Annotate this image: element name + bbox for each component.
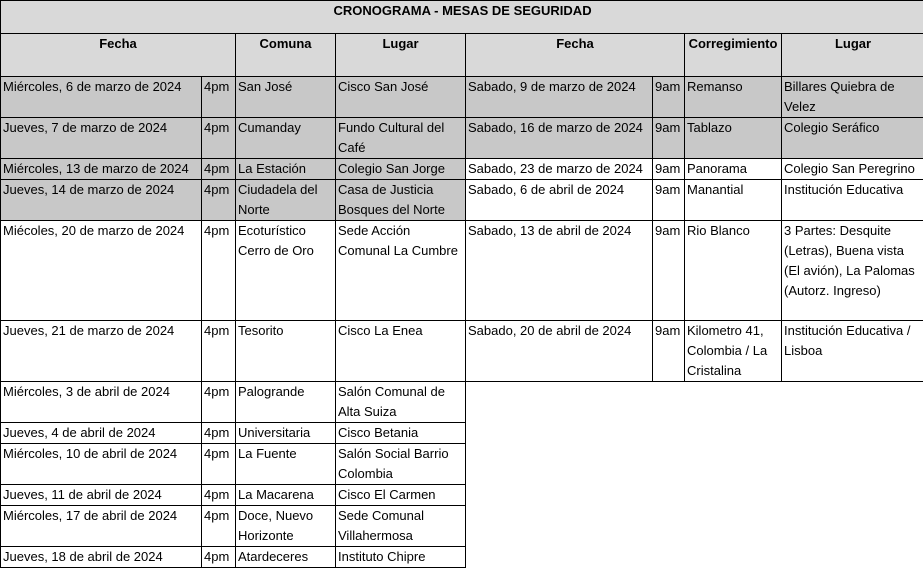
cell-lugar[interactable]: Cisco San José — [336, 77, 466, 118]
cell-fecha-corregimiento[interactable]: Sabado, 23 de marzo de 2024 — [466, 159, 653, 180]
cell-hora[interactable]: 4pm — [202, 423, 236, 444]
cell-fecha[interactable]: Miércoles, 10 de abril de 2024 — [1, 444, 202, 485]
cell-fecha-corregimiento[interactable]: Sabado, 13 de abril de 2024 — [466, 221, 653, 321]
cell-hora[interactable]: 4pm — [202, 382, 236, 423]
cell-hora[interactable]: 4pm — [202, 118, 236, 159]
header-corregimiento[interactable]: Corregimiento — [685, 34, 782, 77]
cell-hora-corregimiento[interactable]: 9am — [653, 159, 685, 180]
cell-fecha[interactable]: Jueves, 14 de marzo de 2024 — [1, 180, 202, 221]
cell-fecha-corregimiento[interactable]: Sabado, 20 de abril de 2024 — [466, 321, 653, 382]
table-row — [1, 506, 923, 547]
cell-hora[interactable]: 4pm — [202, 221, 236, 321]
cell-comuna[interactable]: La Fuente — [236, 444, 336, 485]
cell-hora[interactable]: 4pm — [202, 180, 236, 221]
cell-comuna[interactable]: Ciudadela del Norte — [236, 180, 336, 221]
cell-hora-corregimiento[interactable]: 9am — [653, 77, 685, 118]
cell-lugar[interactable]: Colegio San Jorge — [336, 159, 466, 180]
cell-comuna[interactable]: Tesorito — [236, 321, 336, 382]
cell-hora-corregimiento[interactable]: 9am — [653, 180, 685, 221]
cell-comuna[interactable]: La Macarena — [236, 485, 336, 506]
cell-corregimiento[interactable]: Remanso — [685, 77, 782, 118]
table-row — [1, 159, 923, 180]
empty-area — [466, 423, 923, 444]
empty-area — [466, 444, 923, 485]
cell-fecha-corregimiento[interactable]: Sabado, 16 de marzo de 2024 — [466, 118, 653, 159]
cell-lugar[interactable]: Sede Acción Comunal La Cumbre — [336, 221, 466, 321]
cell-comuna[interactable]: San José — [236, 77, 336, 118]
empty-area — [466, 506, 923, 547]
table-row — [1, 382, 923, 423]
header-lugar-left[interactable]: Lugar — [336, 34, 466, 77]
cell-lugar[interactable]: Cisco Betania — [336, 423, 466, 444]
cell-comuna[interactable]: Atardeceres — [236, 547, 336, 568]
cell-fecha[interactable]: Jueves, 4 de abril de 2024 — [1, 423, 202, 444]
sheet-title[interactable]: CRONOGRAMA - MESAS DE SEGURIDAD — [1, 1, 923, 34]
cell-fecha[interactable]: Miércoles, 17 de abril de 2024 — [1, 506, 202, 547]
cell-comuna[interactable]: Cumanday — [236, 118, 336, 159]
cell-fecha-corregimiento[interactable]: Sabado, 9 de marzo de 2024 — [466, 77, 653, 118]
cell-fecha[interactable]: Jueves, 21 de marzo de 2024 — [1, 321, 202, 382]
cell-lugar[interactable]: Salón Social Barrio Colombia — [336, 444, 466, 485]
cell-corregimiento[interactable]: Panorama — [685, 159, 782, 180]
header-fecha-left[interactable]: Fecha — [1, 34, 236, 77]
cell-hora-corregimiento[interactable]: 9am — [653, 221, 685, 321]
cell-fecha[interactable]: Miércoles, 6 de marzo de 2024 — [1, 77, 202, 118]
cell-comuna[interactable]: Doce, Nuevo Horizonte — [236, 506, 336, 547]
table-row — [1, 321, 923, 382]
cell-fecha[interactable]: Jueves, 11 de abril de 2024 — [1, 485, 202, 506]
table-row — [1, 547, 923, 568]
cell-lugar-corregimiento[interactable]: Billares Quiebra de Velez — [782, 77, 923, 118]
title-row — [1, 1, 923, 34]
cell-lugar-corregimiento[interactable]: Institución Educativa — [782, 180, 923, 221]
cell-comuna[interactable]: Ecoturístico Cerro de Oro — [236, 221, 336, 321]
cell-hora[interactable]: 4pm — [202, 159, 236, 180]
cell-lugar[interactable]: Salón Comunal de Alta Suiza — [336, 382, 466, 423]
cell-fecha[interactable]: Jueves, 7 de marzo de 2024 — [1, 118, 202, 159]
header-lugar-right[interactable]: Lugar — [782, 34, 923, 77]
cell-corregimiento[interactable]: Tablazo — [685, 118, 782, 159]
cell-hora[interactable]: 4pm — [202, 506, 236, 547]
cell-lugar[interactable]: Fundo Cultural del Café — [336, 118, 466, 159]
cell-lugar[interactable]: Cisco La Enea — [336, 321, 466, 382]
cell-hora[interactable]: 4pm — [202, 485, 236, 506]
table-row — [1, 118, 923, 159]
header-comuna[interactable]: Comuna — [236, 34, 336, 77]
header-row — [1, 34, 923, 77]
cell-fecha[interactable]: Miércoles, 3 de abril de 2024 — [1, 382, 202, 423]
empty-area — [466, 547, 923, 568]
cell-corregimiento[interactable]: Manantial — [685, 180, 782, 221]
cell-fecha-corregimiento[interactable]: Sabado, 6 de abril de 2024 — [466, 180, 653, 221]
table-row — [1, 423, 923, 444]
cell-lugar-corregimiento[interactable]: Colegio Seráfico — [782, 118, 923, 159]
table-row — [1, 77, 923, 118]
cell-lugar-corregimiento[interactable]: Institución Educativa / Lisboa — [782, 321, 923, 382]
cell-hora[interactable]: 4pm — [202, 321, 236, 382]
cell-comuna[interactable]: Palogrande — [236, 382, 336, 423]
cell-lugar[interactable]: Casa de Justicia Bosques del Norte — [336, 180, 466, 221]
cell-hora[interactable]: 4pm — [202, 77, 236, 118]
cell-hora-corregimiento[interactable]: 9am — [653, 118, 685, 159]
cell-corregimiento[interactable]: Kilometro 41, Colombia / La Cristalina — [685, 321, 782, 382]
cell-lugar-corregimiento[interactable]: 3 Partes: Desquite (Letras), Buena vista (El avión), La Palomas (Autorz. Ingreso) — [782, 221, 923, 321]
table-row — [1, 444, 923, 485]
empty-area — [466, 485, 923, 506]
cell-lugar[interactable]: Instituto Chipre — [336, 547, 466, 568]
cell-hora[interactable]: 4pm — [202, 547, 236, 568]
table-row — [1, 221, 923, 321]
cell-comuna[interactable]: La Estación — [236, 159, 336, 180]
header-fecha-right[interactable]: Fecha — [466, 34, 685, 77]
cell-fecha[interactable]: Jueves, 18 de abril de 2024 — [1, 547, 202, 568]
cell-corregimiento[interactable]: Rio Blanco — [685, 221, 782, 321]
cell-comuna[interactable]: Universitaria — [236, 423, 336, 444]
cell-fecha[interactable]: Miécoles, 20 de marzo de 2024 — [1, 221, 202, 321]
table-row — [1, 485, 923, 506]
cell-hora[interactable]: 4pm — [202, 444, 236, 485]
cell-lugar[interactable]: Cisco El Carmen — [336, 485, 466, 506]
cell-fecha[interactable]: Miércoles, 13 de marzo de 2024 — [1, 159, 202, 180]
empty-area — [466, 382, 923, 423]
cell-lugar[interactable]: Sede Comunal Villahermosa — [336, 506, 466, 547]
cell-hora-corregimiento[interactable]: 9am — [653, 321, 685, 382]
table-row — [1, 180, 923, 221]
cell-lugar-corregimiento[interactable]: Colegio San Peregrino — [782, 159, 923, 180]
